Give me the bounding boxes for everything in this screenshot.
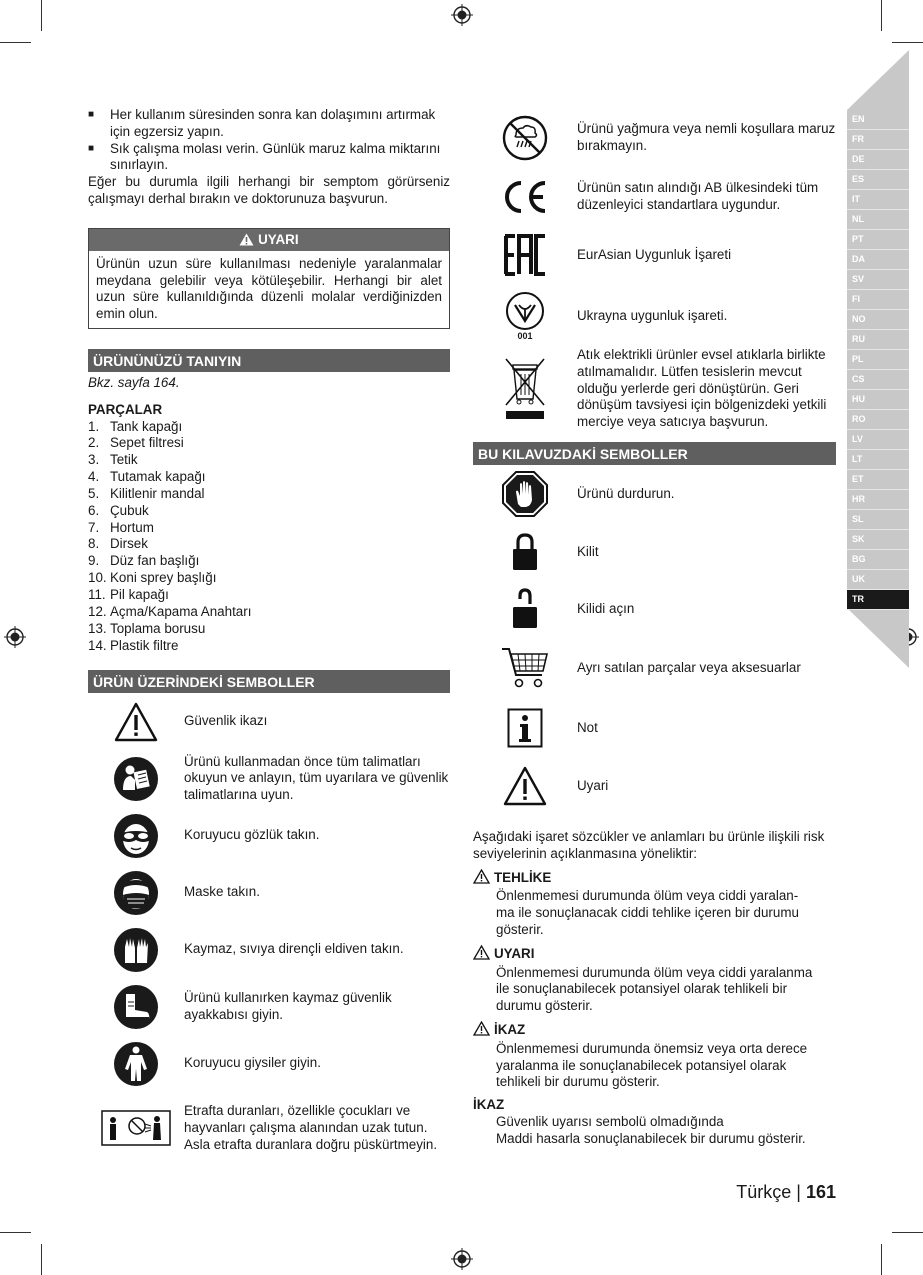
symbol-description: Ukrayna uygunluk işareti. (577, 307, 728, 323)
part-number: 4. (88, 469, 100, 485)
info-note-icon (473, 708, 577, 748)
language-tab-en: EN (847, 110, 909, 130)
footer-language: Türkçe (736, 1182, 792, 1202)
language-tab-ru: RU (847, 330, 909, 350)
symbol-row (473, 224, 836, 286)
part-number: 10. (88, 570, 107, 586)
symbol-description: Ürünü durdurun. (577, 485, 675, 501)
part-label: Tank kapağı (110, 418, 183, 434)
parts-list-item (88, 452, 450, 469)
bullet-item: ■ Her kullanım süresinden sonra kan dolaşımını artırmak için egzersiz yapın. (88, 107, 450, 141)
symbol-row (88, 864, 450, 921)
read-manual-icon (88, 756, 184, 802)
part-label: Dirsek (110, 536, 148, 552)
bystanders-icon (88, 1110, 184, 1146)
part-number: 9. (88, 553, 100, 569)
coveralls-icon (88, 1041, 184, 1087)
alert-triangle-icon (473, 1021, 490, 1041)
parts-list-item (88, 621, 450, 638)
signal-word-label: TEHLİKE (494, 870, 552, 886)
signal-word-description: Maddi hasarla sonuçlanabilecek bir durumu gösterir. (496, 1130, 806, 1146)
language-tab-sv: SV (847, 270, 909, 290)
symbol-row (473, 346, 836, 432)
no-rain-icon (473, 115, 577, 161)
eye-protection-icon (88, 813, 184, 859)
alert-triangle-icon (473, 945, 490, 965)
signal-word-label: İKAZ (494, 1022, 526, 1038)
unlock-icon (473, 588, 577, 630)
symbol-row (88, 750, 450, 807)
crop-mark (881, 0, 882, 31)
product-symbols-list (88, 693, 450, 1164)
symbol-description: Ürünü yağmura veya nemli koşullara maruz bırakmayın. (577, 121, 836, 153)
part-label: Tetik (110, 452, 138, 468)
warning-triangle-icon (239, 233, 254, 246)
symbol-description: Atık elektrikli ürünler evsel atıklarla birlikte atılmamalıdır. Lütfen tesislerin mevcut olduğu yerlerde geri dönüştürün. Geri dönüşüm tavsiyesi için bölgenizdeki yetkili merciye veya satıcıya başvurun. (577, 347, 827, 430)
signal-words-intro: Aşağıdaki işaret sözcükler ve anlamları bu ürünle ilişkili risk seviyelerinin açıklanmasına yöneliktir: (473, 829, 825, 861)
signal-word-label: İKAZ (473, 1097, 505, 1113)
warning-icon (473, 766, 577, 806)
part-label: Pil kapağı (110, 587, 169, 602)
crop-mark (892, 42, 923, 43)
signal-word-description: Önlenmemesi durumunda önemsiz veya orta derece (496, 1040, 808, 1056)
symbol-row (473, 523, 836, 581)
signal-word-description: yaralanma ile sonuçlanabilecek potansiyel olarak (496, 1057, 787, 1073)
symbol-row (88, 693, 450, 750)
registration-mark-icon (451, 1248, 473, 1270)
registration-mark-icon (4, 626, 26, 648)
signal-word (473, 869, 836, 889)
parts-list-item (88, 435, 450, 452)
signal-word-description: Önlenmemesi durumunda ölüm veya ciddi yaralan- (496, 888, 799, 904)
symbol-description: Koruyucu gözlük takın. (184, 827, 320, 843)
language-tab-it: IT (847, 190, 909, 210)
symbol-description: Koruyucu giysiler giyin. (184, 1055, 321, 1071)
parts-list-item (88, 604, 450, 621)
crop-mark (0, 1232, 31, 1233)
symbol-description: EurAsian Uygunluk İşareti (577, 246, 732, 262)
symbol-row (473, 699, 836, 757)
bullet-item: ■ Sık çalışma molası verin. Günlük maruz kalma miktarını sınırlayın. (88, 141, 450, 175)
symbol-row (88, 807, 450, 864)
language-tab-ro: RO (847, 410, 909, 430)
crop-mark (41, 1244, 42, 1275)
manual-symbols-list (473, 465, 836, 815)
symbol-row (88, 1035, 450, 1092)
symbol-description: Kilit (577, 543, 599, 559)
symbol-row (473, 286, 836, 346)
parts-list-item (88, 638, 450, 655)
language-tab-de: DE (847, 150, 909, 170)
weee-bin-icon (473, 357, 577, 421)
symptom-note: Eğer bu durumla ilgili herhangi bir semptom görürseniz çalışmayı derhal bırakın ve doktorunuza başvurun. (88, 174, 450, 206)
parts-list-item (88, 553, 450, 570)
symbol-row (88, 1092, 450, 1164)
parts-list-item (88, 486, 450, 503)
part-label: Koni sprey başlığı (110, 570, 217, 586)
signal-word (473, 945, 836, 965)
warning-box-text: Ürünün uzun süre kullanılması nedeniyle yaralanmalar meydana gelebilir veya kötüleşebilir. Herhangi bir alet uzun süre kullanıldığında düzenli molalar verdiğinizden emin olun. (96, 255, 442, 322)
parts-list-item (88, 503, 450, 520)
symbol-row (88, 921, 450, 978)
language-tab-no: NO (847, 310, 909, 330)
shopping-cart-icon (473, 645, 577, 691)
crop-mark (41, 0, 42, 31)
part-label: Çubuk (110, 502, 149, 518)
signal-word-description: tehlikeli bir durumu gösterir. (496, 1074, 660, 1090)
part-label: Tutamak kapağı (110, 469, 206, 485)
symbol-row (473, 581, 836, 637)
boots-icon (88, 984, 184, 1030)
symbol-row (88, 978, 450, 1035)
language-tab-sl: SL (847, 510, 909, 530)
symbol-row (473, 465, 836, 523)
alert-triangle-icon (473, 869, 490, 889)
part-number: 6. (88, 502, 100, 518)
part-label: Düz fan başlığı (110, 553, 200, 569)
symbol-description: Not (577, 719, 598, 735)
language-tab-pl: PL (847, 350, 909, 370)
warning-box-title: UYARI (258, 231, 299, 247)
part-number: 2. (88, 435, 100, 451)
signal-word (473, 1097, 836, 1114)
language-tab-hr: HR (847, 490, 909, 510)
parts-list (88, 419, 450, 655)
language-tab-et: ET (847, 470, 909, 490)
page-footer (600, 1182, 836, 1202)
parts-list-item (88, 536, 450, 553)
parts-list-item (88, 520, 450, 537)
language-tab-fr: FR (847, 130, 909, 150)
language-tab-es: ES (847, 170, 909, 190)
symbol-description: Ayrı satılan parçalar veya aksesuarlar (577, 659, 801, 675)
lock-icon (473, 532, 577, 572)
right-column (473, 107, 836, 1148)
language-tab-tr: TR (847, 590, 909, 610)
signal-word-description: ile sonuçlanabilecek potansiyel olarak tehlikeli bir (496, 981, 788, 997)
parts-list-item (88, 469, 450, 486)
signal-word-description: durumu gösterir. (496, 998, 593, 1014)
language-tab-fi: FI (847, 290, 909, 310)
symbol-description: Ürünün satın alındığı AB ülkesindeki tüm düzenleyici standartlara uygundur. (577, 179, 819, 212)
parts-title: PARÇALAR (88, 401, 163, 417)
signal-word-label: UYARI (494, 946, 535, 962)
part-label: Sepet filtresi (110, 435, 184, 451)
part-label: Toplama borusu (110, 620, 206, 636)
safety-alert-icon (88, 702, 184, 742)
language-tab-nl: NL (847, 210, 909, 230)
symbol-description: Kilidi açın (577, 600, 635, 616)
registration-mark-icon (451, 4, 473, 26)
parts-list-item (88, 570, 450, 587)
symbol-description: Kaymaz, sıvıya dirençli eldiven takın. (184, 941, 404, 957)
left-column (88, 107, 450, 1164)
footer-separator: | (796, 1182, 801, 1202)
part-number: 1. (88, 418, 100, 434)
symbol-caption: 001 (517, 331, 533, 341)
symbol-description: Ürünü kullanırken kaymaz güvenlik ayakkabısı giyin. (184, 990, 392, 1022)
symbol-description: Ürünü kullanmadan önce tüm talimatları okuyun ve anlayın, tüm uyarılara ve güvenlik talimatlarına uyun. (184, 753, 449, 803)
part-label: Plastik filtre (110, 637, 179, 653)
mask-icon (88, 870, 184, 916)
stop-hand-icon (473, 470, 577, 518)
part-number: 11. (88, 587, 106, 602)
language-tab-bg: BG (847, 550, 909, 570)
language-tab-hu: HU (847, 390, 909, 410)
symbol-row (473, 107, 836, 169)
language-tab-lv: LV (847, 430, 909, 450)
crop-mark (892, 1232, 923, 1233)
part-number: 13. (88, 620, 107, 636)
signal-word-description: Güvenlik uyarısı sembolü olmadığında (496, 1113, 724, 1129)
product-symbols-continued (473, 107, 836, 432)
signal-word-description: Önlenmemesi durumunda ölüm veya ciddi yaralanma (496, 964, 813, 980)
part-number: 14. (88, 637, 107, 653)
part-label: Kilitlenir mandal (110, 485, 205, 501)
eac-mark-icon (473, 234, 577, 276)
signal-word (473, 1021, 836, 1041)
crop-mark (881, 1244, 882, 1275)
language-tab-lt: LT (847, 450, 909, 470)
crop-mark (0, 42, 31, 43)
symbol-row (473, 637, 836, 699)
part-number: 3. (88, 452, 100, 468)
symbol-row (473, 169, 836, 224)
part-label: Açma/Kapama Anahtarı (110, 603, 252, 619)
exercise-bullets (88, 107, 450, 174)
signal-words-list (473, 869, 836, 1148)
ukraine-mark-icon (473, 291, 577, 341)
gloves-icon (88, 927, 184, 973)
page-number: 161 (805, 1182, 836, 1202)
warning-box-header (89, 229, 449, 251)
language-tab-uk: UK (847, 570, 909, 590)
see-page-ref: Bkz. sayfa 164. (88, 374, 180, 390)
section-header-know-product: ÜRÜNÜNÜZÜ TANIYIN (88, 349, 450, 372)
signal-word-description: ma ile sonuçlanacak ciddi tehlike içeren bir durumu (496, 905, 799, 921)
section-header-manual-symbols: BU KILAVUZDAKİ SEMBOLLER (473, 442, 836, 465)
language-tabs (847, 110, 909, 610)
symbol-description: Maske takın. (184, 884, 260, 900)
symbol-description: Güvenlik ikazı (184, 713, 268, 729)
part-number: 7. (88, 519, 100, 535)
part-number: 5. (88, 485, 100, 501)
parts-list-item (88, 419, 450, 436)
part-label: Hortum (110, 519, 154, 535)
language-tab-da: DA (847, 250, 909, 270)
warning-box (88, 228, 450, 329)
language-tab-sk: SK (847, 530, 909, 550)
symbol-row (473, 757, 836, 815)
language-tab-cs: CS (847, 370, 909, 390)
part-number: 8. (88, 536, 100, 552)
language-tab-pt: PT (847, 230, 909, 250)
part-number: 12. (88, 603, 107, 619)
signal-word-description: gösterir. (496, 921, 544, 937)
parts-list-item (88, 587, 450, 604)
symbol-description: Etrafta duranları, özellikle çocukları ve hayvanları çalışma alanından uzak tutun. Asla etrafta duranlara doğru püskürtmeyin. (184, 1103, 438, 1152)
ce-mark-icon (473, 179, 577, 215)
symbol-description: Uyari (577, 777, 609, 793)
section-header-product-symbols: ÜRÜN ÜZERİNDEKİ SEMBOLLER (88, 670, 450, 693)
